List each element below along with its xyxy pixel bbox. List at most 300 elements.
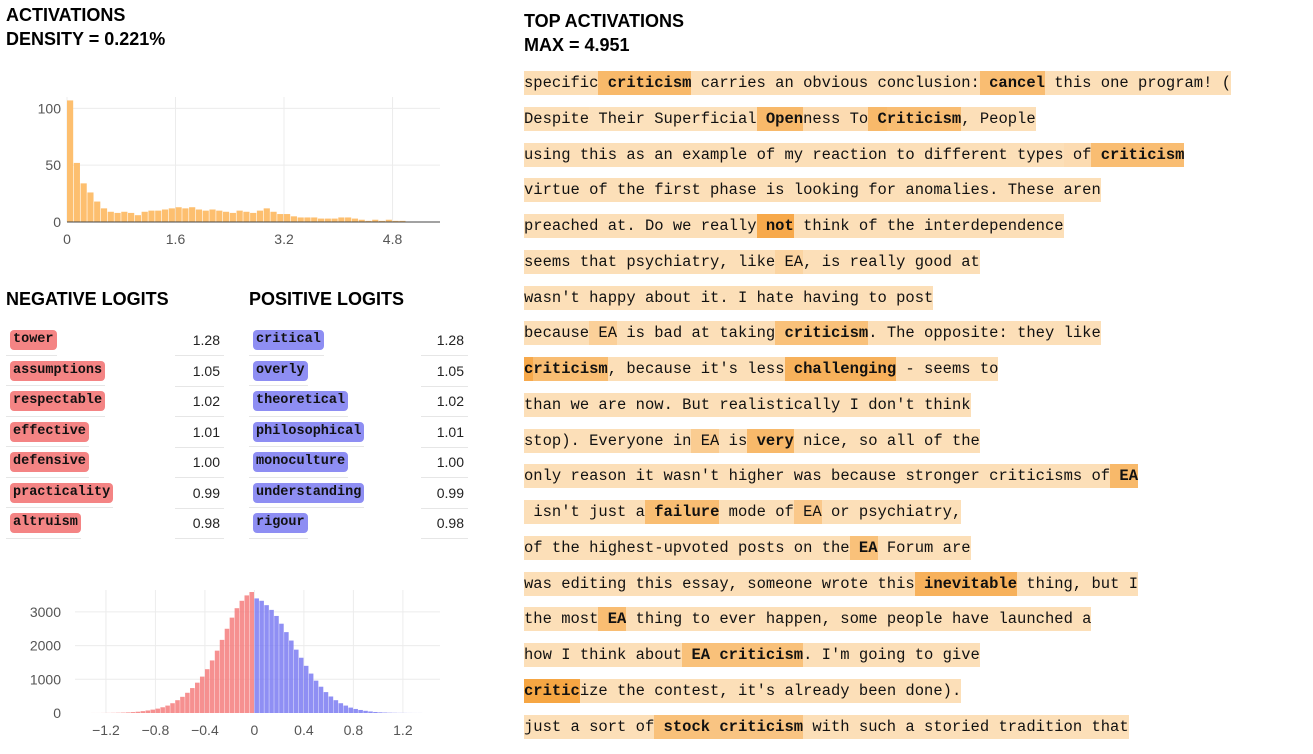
token: bad <box>645 321 682 345</box>
token: about <box>626 643 682 667</box>
token: of <box>580 178 608 202</box>
positive-logits-table <box>249 325 468 539</box>
token: is <box>617 321 645 345</box>
logit-token: critical <box>253 330 324 350</box>
positive-bin-bar <box>368 711 373 713</box>
logit-value: 0.99 <box>175 478 224 509</box>
token: of <box>1082 464 1110 488</box>
token: an <box>645 143 673 167</box>
token: Everyone <box>580 429 664 453</box>
positive-bin-bar <box>294 650 299 713</box>
token: up <box>664 536 683 560</box>
positive-logits-title: POSITIVE LOGITS <box>249 289 405 309</box>
example-row <box>524 643 1313 679</box>
token: failure <box>645 500 719 524</box>
histogram-bar <box>128 213 134 222</box>
token: to <box>859 286 887 310</box>
logit-value: 0.98 <box>175 508 224 539</box>
token: Do <box>636 214 664 238</box>
token: post <box>887 286 934 310</box>
token: a <box>561 715 580 739</box>
token: thing <box>1017 572 1073 596</box>
token: 't <box>896 393 915 417</box>
histogram-bar <box>162 210 168 223</box>
negative-bin-bar <box>205 669 210 713</box>
example-row <box>524 393 1313 429</box>
logit-token: practicality <box>10 483 113 503</box>
x-tick-label: 3.2 <box>274 231 294 247</box>
token: to <box>971 357 999 381</box>
histogram-bar <box>352 219 358 222</box>
token: tradition <box>989 715 1082 739</box>
token: is <box>719 429 747 453</box>
positive-bin-bar <box>289 641 294 713</box>
token: is <box>757 178 785 202</box>
negative-bin-bar <box>235 608 240 713</box>
token: at <box>952 250 980 274</box>
logit-token: overly <box>253 361 308 381</box>
token: it <box>729 679 757 703</box>
token: seems <box>915 357 971 381</box>
token: , <box>961 107 970 131</box>
logit-token-cell <box>249 508 308 539</box>
token: like <box>729 250 776 274</box>
top-activations-title: TOP ACTIVATIONS <box>524 11 685 31</box>
logit-token-cell <box>6 356 105 387</box>
token: 's <box>719 357 738 381</box>
token: . <box>803 643 812 667</box>
token: some <box>831 607 878 631</box>
token: such <box>850 715 897 739</box>
token: phase <box>701 178 757 202</box>
x-tick-label: 0 <box>63 231 71 247</box>
token: the <box>543 536 580 560</box>
token: Forum <box>878 536 934 560</box>
token: looking <box>784 178 858 202</box>
token: going <box>850 643 906 667</box>
token: People <box>971 107 1036 131</box>
token: one <box>1091 71 1128 95</box>
positive-bin-bar <box>324 692 329 713</box>
token: different <box>915 143 1008 167</box>
example-row <box>524 71 1313 107</box>
token: having <box>794 286 859 310</box>
token: a <box>896 715 915 739</box>
histogram-bar <box>196 210 202 223</box>
token: really <box>691 214 756 238</box>
token: happy <box>580 286 636 310</box>
x-tick-label: −0.4 <box>191 722 219 738</box>
token: of <box>747 143 775 167</box>
negative-bin-bar <box>195 683 200 713</box>
token: just <box>580 500 627 524</box>
histogram-bar <box>284 214 290 222</box>
token: now <box>626 393 663 417</box>
histogram-bar <box>264 208 270 222</box>
token: it <box>626 464 654 488</box>
token: . <box>719 286 728 310</box>
positive-bin-bar <box>343 706 348 713</box>
token: someone <box>738 572 812 596</box>
token: - <box>896 357 915 381</box>
token: criticism <box>775 321 868 345</box>
logit-value: 1.01 <box>421 417 468 448</box>
y-tick-label: 1000 <box>29 671 61 688</box>
y-tick-label: 0 <box>53 705 61 721</box>
token: the <box>943 429 980 453</box>
token: psych <box>850 500 906 524</box>
token: , <box>719 679 728 703</box>
token: isn <box>533 500 561 524</box>
logit-row <box>6 478 224 509</box>
activations-header <box>6 3 165 51</box>
logit-token-cell <box>6 417 89 448</box>
token: . <box>868 321 877 345</box>
x-tick-label: 4.8 <box>382 231 403 247</box>
negative-bin-bar <box>220 640 225 713</box>
logit-value: 0.98 <box>421 508 468 539</box>
negative-bin-bar <box>180 697 185 713</box>
token: think <box>571 643 627 667</box>
histogram-bar <box>331 219 337 222</box>
positive-bin-bar <box>314 681 319 713</box>
logit-value: 1.05 <box>175 356 224 387</box>
token: critic <box>524 679 580 703</box>
token: taking <box>710 321 775 345</box>
logit-token-cell <box>249 386 348 417</box>
histogram-bar <box>237 211 243 222</box>
negative-bin-bar <box>245 595 250 713</box>
token: the <box>608 679 645 703</box>
token: it <box>691 286 719 310</box>
token: a <box>1073 607 1092 631</box>
example-row <box>524 536 1313 572</box>
token: the <box>812 536 849 560</box>
token: good <box>905 250 952 274</box>
token: ached <box>552 214 599 238</box>
logit-value: 1.01 <box>175 417 224 448</box>
negative-bin-bar <box>240 601 245 713</box>
negative-bin-bar <box>200 677 205 713</box>
example-row <box>524 178 1313 214</box>
token: : <box>998 321 1007 345</box>
token: ness <box>803 107 840 131</box>
positive-bin-bar <box>373 712 378 713</box>
y-tick-label: 0 <box>53 214 61 230</box>
token: example <box>673 143 747 167</box>
token: storied <box>915 715 989 739</box>
example-row <box>524 286 1313 322</box>
token: was <box>524 572 552 596</box>
histogram-bar <box>291 216 297 222</box>
positive-bin-bar <box>319 687 324 713</box>
token: 't <box>561 286 580 310</box>
histogram-bar <box>318 219 324 222</box>
token: think <box>915 393 971 417</box>
token: , <box>729 572 738 596</box>
histogram-bar <box>148 211 154 222</box>
histogram-bar <box>81 183 87 222</box>
negative-bin-bar <box>230 618 235 713</box>
negative-bin-bar <box>136 712 141 713</box>
logit-token: effective <box>10 422 89 442</box>
token: launched <box>989 607 1073 631</box>
token: EA <box>775 250 803 274</box>
positive-bin-bar <box>329 696 334 713</box>
histogram-bar <box>311 217 317 222</box>
token: ( <box>1212 71 1231 95</box>
histogram-bar <box>223 212 229 222</box>
example-row <box>524 429 1313 465</box>
token: how <box>524 643 552 667</box>
positive-bin-bar <box>348 708 353 713</box>
example-row <box>524 107 1313 143</box>
positive-bin-bar <box>363 711 368 713</box>
token: it <box>691 357 719 381</box>
negative-bin-bar <box>155 709 160 713</box>
logit-row <box>6 325 224 356</box>
token: to <box>905 643 933 667</box>
token: , <box>840 429 849 453</box>
negative-bin-bar <box>170 703 175 713</box>
activations-title: ACTIVATIONS <box>6 5 126 25</box>
token: we <box>664 214 692 238</box>
logit-token: tower <box>10 330 57 350</box>
token: These <box>998 178 1054 202</box>
histogram-bar <box>257 211 263 222</box>
token: first <box>645 178 701 202</box>
token: been <box>850 679 897 703</box>
positive-bin-bar <box>358 710 363 713</box>
token: inter <box>915 214 971 238</box>
y-tick-label: 3000 <box>29 603 61 620</box>
top-activation-examples <box>524 71 1313 750</box>
token: give <box>933 643 980 667</box>
example-row <box>524 607 1313 643</box>
positive-bin-bar <box>299 658 304 713</box>
logit-token-cell <box>249 356 308 387</box>
token: that <box>571 250 618 274</box>
token: are <box>589 393 626 417</box>
negative-bin-bar <box>185 693 190 713</box>
histogram-bar <box>203 211 209 222</box>
token: because <box>524 321 589 345</box>
token: this <box>571 143 618 167</box>
token: EA <box>589 321 617 345</box>
token: posts <box>729 536 785 560</box>
token: people <box>878 607 943 631</box>
token: contest <box>645 679 719 703</box>
y-tick-label: 100 <box>37 100 61 117</box>
token: mode <box>719 500 766 524</box>
negative-bin-bar <box>190 688 195 713</box>
token: on <box>785 536 813 560</box>
token: psych <box>617 250 673 274</box>
positive-bin-bar <box>269 610 274 713</box>
token: to <box>682 607 710 631</box>
positive-bin-bar <box>284 632 289 713</box>
positive-bin-bar <box>353 709 358 713</box>
logit-row <box>249 386 468 417</box>
token: ever <box>710 607 757 631</box>
token: using <box>524 143 571 167</box>
example-row <box>524 464 1313 500</box>
token: at <box>598 214 626 238</box>
token: happen <box>757 607 822 631</box>
token: cancel <box>980 71 1045 95</box>
token: riticism <box>533 357 607 381</box>
logit-row <box>6 417 224 448</box>
example-row <box>524 679 1313 715</box>
negative-logits-title: NEGATIVE LOGITS <box>6 289 169 309</box>
example-row <box>524 321 1313 357</box>
token: of <box>850 214 878 238</box>
token: or <box>822 500 850 524</box>
token: carries <box>691 71 765 95</box>
token: of <box>915 429 943 453</box>
x-tick-label: 1.6 <box>165 231 186 247</box>
activation-density: DENSITY = 0.221% <box>6 29 166 49</box>
token: obvious <box>794 71 868 95</box>
token: was <box>785 464 822 488</box>
example-row <box>524 143 1313 179</box>
histogram-bar <box>101 208 107 222</box>
token: of <box>626 715 654 739</box>
token: only <box>524 464 561 488</box>
token: Super <box>645 107 701 131</box>
histogram-bar <box>209 210 215 223</box>
logit-value: 1.02 <box>421 386 468 417</box>
histogram-bar <box>250 213 256 222</box>
token: criticism <box>710 715 803 739</box>
token: done <box>896 679 943 703</box>
token: criticism <box>598 71 691 95</box>
token: voted <box>682 536 729 560</box>
token: reaction <box>803 143 887 167</box>
histogram-bar <box>338 217 344 222</box>
token: sort <box>580 715 627 739</box>
token: we <box>561 393 589 417</box>
histogram-bar <box>243 212 249 222</box>
token: the <box>608 178 645 202</box>
histogram-bar <box>304 217 310 222</box>
top-activations-header <box>524 9 684 57</box>
token: so <box>850 429 878 453</box>
token: wrote <box>812 572 868 596</box>
histogram-bar <box>155 211 161 222</box>
token: as <box>617 143 645 167</box>
positive-bin-bar <box>304 666 309 713</box>
token: already <box>775 679 849 703</box>
positive-bin-bar <box>279 624 284 713</box>
token: , <box>803 250 812 274</box>
token: really <box>840 250 905 274</box>
histogram-bar <box>67 100 73 222</box>
token: I <box>812 643 831 667</box>
logit-row <box>249 417 468 448</box>
token: . <box>989 178 998 202</box>
token: opposite <box>915 321 999 345</box>
logit-row <box>249 478 468 509</box>
token: highest <box>580 536 654 560</box>
logit-token: philosophical <box>253 422 364 442</box>
logit-token-cell <box>249 417 364 448</box>
logit-token: rigour <box>253 513 308 533</box>
token: iat <box>673 250 701 274</box>
token: Despite <box>524 107 589 131</box>
token: criticism <box>1091 143 1184 167</box>
negative-logits-table <box>6 325 224 539</box>
token: stop <box>524 429 561 453</box>
token: less <box>738 357 785 381</box>
positive-bin-bar <box>339 703 344 713</box>
logit-histogram <box>0 580 470 750</box>
negative-bin-bar <box>225 629 230 713</box>
logit-token-cell <box>6 478 113 509</box>
token: conclusion <box>868 71 970 95</box>
token: just <box>524 715 561 739</box>
histogram-bar <box>108 212 114 222</box>
token: se <box>524 250 543 274</box>
negative-bin-bar <box>160 707 165 713</box>
token: about <box>636 286 692 310</box>
token: virtue <box>524 178 580 202</box>
token: not <box>757 214 794 238</box>
token: Their <box>589 107 645 131</box>
logit-row <box>6 356 224 387</box>
token: are <box>933 536 970 560</box>
token: this <box>868 572 915 596</box>
logit-value: 1.05 <box>421 356 468 387</box>
negative-bin-bar <box>126 712 131 713</box>
token: EA <box>1110 464 1138 488</box>
token: EA <box>682 643 710 667</box>
token: criticisms <box>980 464 1082 488</box>
negative-bin-bar <box>146 710 151 713</box>
logit-value: 1.00 <box>175 447 224 478</box>
token: of <box>524 536 543 560</box>
token: but <box>1082 572 1119 596</box>
logit-token-cell <box>6 508 81 539</box>
token: thing <box>626 607 682 631</box>
x-tick-label: 0.4 <box>294 722 314 738</box>
x-tick-label: 0.8 <box>343 722 364 738</box>
token: EA <box>691 429 719 453</box>
token: I <box>552 643 571 667</box>
histogram-bar <box>169 208 175 222</box>
histogram-bar <box>182 208 188 222</box>
negative-bin-bar <box>150 710 155 713</box>
token: EA <box>794 500 822 524</box>
token: riticism <box>887 107 961 131</box>
token: the <box>878 214 915 238</box>
token: think <box>794 214 850 238</box>
token: specific <box>524 71 598 95</box>
logit-token-cell <box>249 478 364 509</box>
token: pre <box>524 214 552 238</box>
token: 't <box>701 464 720 488</box>
histogram-bar <box>142 212 148 222</box>
x-tick-label: 0 <box>250 722 259 738</box>
token: is <box>812 250 840 274</box>
positive-bin-bar <box>274 616 279 713</box>
histogram-bar <box>114 213 120 222</box>
token: The <box>878 321 915 345</box>
logit-token: defensive <box>10 452 89 472</box>
token: ! <box>1203 71 1212 95</box>
logit-token: understanding <box>253 483 364 503</box>
logit-value: 1.28 <box>421 325 468 356</box>
